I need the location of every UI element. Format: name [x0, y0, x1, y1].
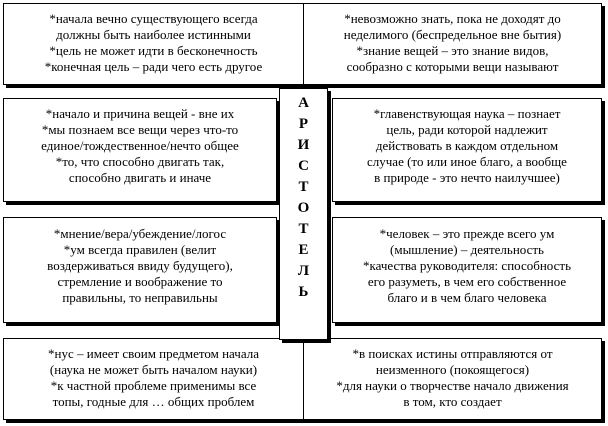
row-1-right-text: [304, 11, 601, 75]
title-letter: Л: [297, 263, 310, 279]
row-2-right-box: [332, 98, 602, 202]
text-line: *невозможно знать, пока не доходят до: [344, 11, 561, 26]
text-line: (мышление) – деятельность: [390, 242, 544, 257]
row-4-right-text: [304, 346, 601, 410]
text-line: *начало и причина вещей - вне их: [45, 106, 235, 121]
text-line: неделимого (беспредельное вне бытия): [343, 27, 562, 42]
text-line: *то, что способно двигать так,: [55, 154, 225, 169]
row-1-box: [3, 3, 602, 85]
text-line: в том, кто создает: [403, 394, 502, 409]
title-letter: О: [297, 200, 310, 216]
row-3-right-box: [332, 217, 602, 323]
text-line: *конечная цель – ради чего есть другое: [44, 59, 263, 74]
text-line: неизменного (покоящегося): [375, 362, 530, 377]
title-letter: А: [298, 95, 309, 111]
text-line: в природе - это нечто наилучшее): [374, 170, 560, 185]
text-line: *цель не может идти в бесконечность: [49, 43, 258, 58]
text-line: действовать в каждом отдельном: [375, 138, 559, 153]
text-line: *мы познаем все вещи через что-то: [41, 122, 239, 137]
text-line: должны быть наиболее истинными: [56, 27, 251, 42]
text-line: благо и в чем благо человека: [387, 290, 547, 305]
text-line: *человек – это прежде всего ум: [379, 226, 555, 241]
text-line: *мнение/вера/убеждение/логос: [53, 226, 227, 241]
text-line: *знание вещей – это знание видов,: [356, 43, 549, 58]
row-1-left-text: [4, 11, 303, 75]
row-3-left-box: [3, 217, 277, 323]
title-letter: Е: [298, 242, 309, 258]
title-letter: С: [298, 158, 309, 174]
text-line: цель, ради которой надлежит: [386, 122, 548, 137]
text-line: *к частной проблеме применимы все: [50, 378, 257, 393]
text-line: *начала вечно существующего всегда: [49, 11, 258, 26]
text-line: правильны, то неправильны: [62, 290, 218, 305]
text-line: стремление и воображение то: [57, 274, 223, 289]
text-line: *для науки о творчестве начало движения: [336, 378, 569, 393]
row-4-box: [3, 338, 602, 420]
text-line: топы, годные для … общих проблем: [52, 394, 255, 409]
center-title-column: [279, 88, 328, 340]
text-line: *нус – имеет своим предметом начала: [48, 346, 259, 361]
title-letter: Р: [298, 116, 309, 132]
text-line: *в поисках истины отправляются от: [352, 346, 553, 361]
text-line: воздерживаться ввиду будущего),: [47, 258, 233, 273]
text-line: способно двигать и иначе: [68, 170, 212, 185]
text-line: случае (то или иное благо, а вообще: [367, 154, 567, 169]
row-2-left-box: [3, 98, 277, 202]
title-letter: Ь: [298, 284, 309, 300]
text-line: *главенствующая наука – познает: [373, 106, 561, 121]
text-line: *ум всегда правилен (велит: [63, 242, 217, 257]
text-line: сообразно с которыми вещи называют: [346, 59, 559, 74]
text-line: единое/тождественное/нечто общее: [41, 138, 239, 153]
title-letter: Т: [298, 179, 309, 195]
text-line: *качества руководителя: способность: [362, 258, 572, 273]
title-letter: И: [297, 137, 310, 153]
text-line: (наука не может быть началом науки): [49, 362, 258, 377]
title-letter: Т: [298, 221, 309, 237]
row-4-left-text: [4, 346, 303, 410]
text-line: его разуметь, в чем его собственное: [367, 274, 567, 289]
